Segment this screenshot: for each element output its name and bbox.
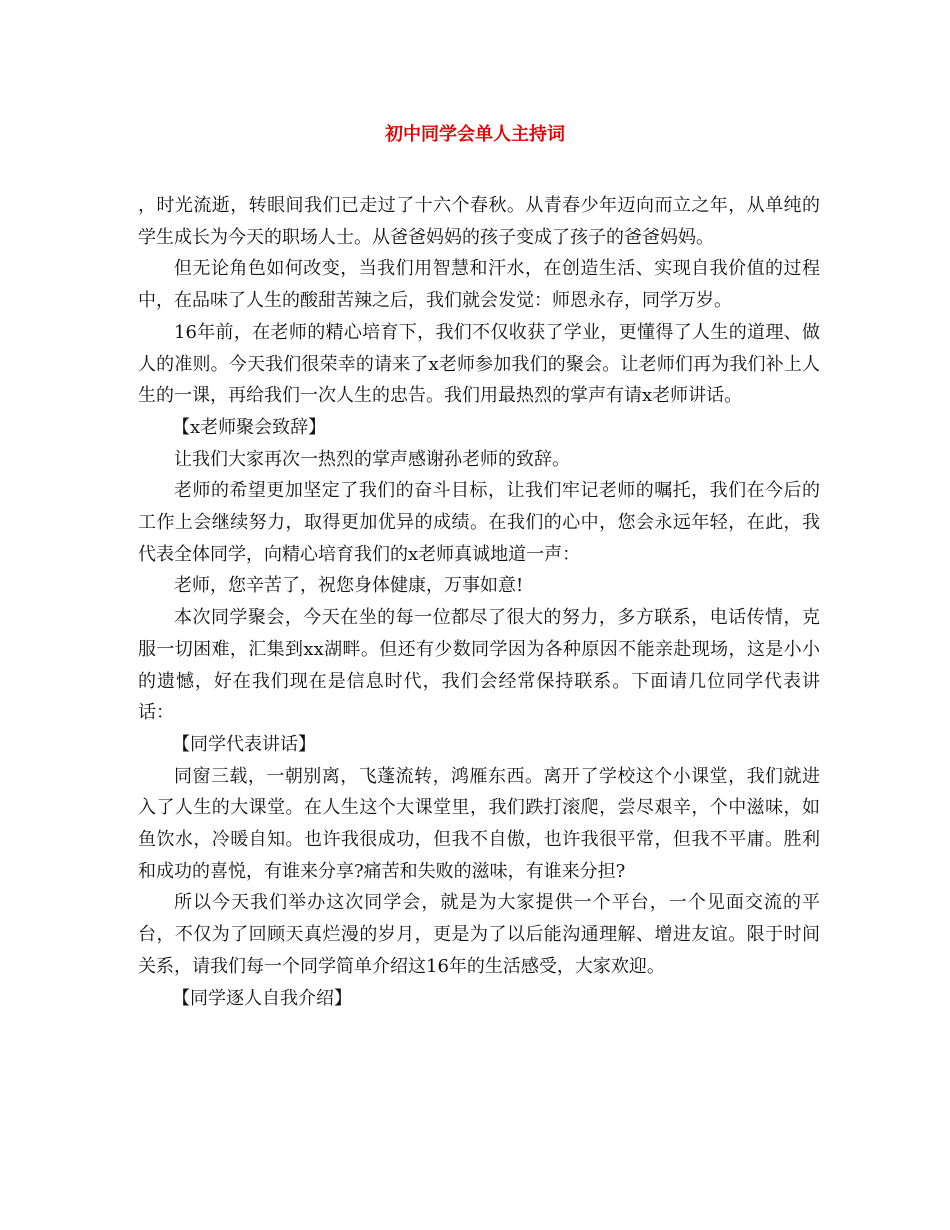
paragraph: 同窗三载，一朝别离，飞蓬流转，鸿雁东西。离开了学校这个小课堂，我们就进入了人生的大课堂。在人生这个大课堂里，我们跌打滚爬，尝尽艰辛，个中滋味，如鱼饮水，冷暖自知。也许我很成功，但我不自傲，也许我很平常，但我不平庸。胜利和成功的喜悦，有谁来分享?痛苦和失败的滋味，有谁来分担? — [138, 765, 820, 882]
paragraph: 所以今天我们举办这次同学会，就是为大家提供一个平台，一个见面交流的平台，不仅为了回顾天真烂漫的岁月，更是为了以后能沟通理解、增进友谊。限于时间关系，请我们每一个同学简单介绍这16年的生活感受，大家欢迎。 — [138, 892, 820, 977]
section-heading: 【同学代表讲话】 — [172, 733, 316, 755]
paragraph: 让我们大家再次一热烈的掌声感谢孙老师的致辞。 — [174, 448, 570, 470]
document-body — [138, 190, 820, 1014]
paragraph: 16年前，在老师的精心培育下，我们不仅收获了学业，更懂得了人生的道理、做人的准则。今天我们很荣幸的请来了x老师参加我们的聚会。让老师们再为我们补上人生的一课，再给我们一次人生的忠告。我们用最热烈的掌声有请x老师讲话。 — [138, 321, 820, 407]
paragraph: 老师的希望更加坚定了我们的奋斗目标，让我们牢记老师的嘱托，我们在今后的工作上会继续努力，取得更加优异的成绩。在我们的心中，您会永远年轻，在此，我代表全体同学，向精心培育我们的x老师真诚地道一声： — [138, 480, 820, 565]
section-heading: 【同学逐人自我介绍】 — [172, 987, 352, 1009]
paragraph: 老师，您辛苦了，祝您身体健康，万事如意! — [174, 575, 524, 597]
paragraph: ，时光流逝，转眼间我们已走过了十六个春秋。从青春少年迈向而立之年，从单纯的学生成长为今天的职场人士。从爸爸妈妈的孩子变成了孩子的爸爸妈妈。 — [138, 195, 820, 248]
paragraph: 本次同学聚会，今天在坐的每一位都尽了很大的努力，多方联系，电话传情，克服一切困难，汇集到xx湖畔。但还有少数同学因为各种原因不能亲赴现场，这是小小的遗憾，好在我们现在是信息时代，我们会经常保持联系。下面请几位同学代表讲话： — [138, 607, 820, 724]
paragraph: 但无论角色如何改变，当我们用智慧和汗水，在创造生活、实现自我价值的过程中，在品味了人生的酸甜苦辣之后，我们就会发觉：师恩永存，同学万岁。 — [138, 258, 820, 312]
section-heading: 【x老师聚会致辞】 — [172, 416, 327, 438]
document-title: 初中同学会单人主持词 — [385, 124, 565, 145]
